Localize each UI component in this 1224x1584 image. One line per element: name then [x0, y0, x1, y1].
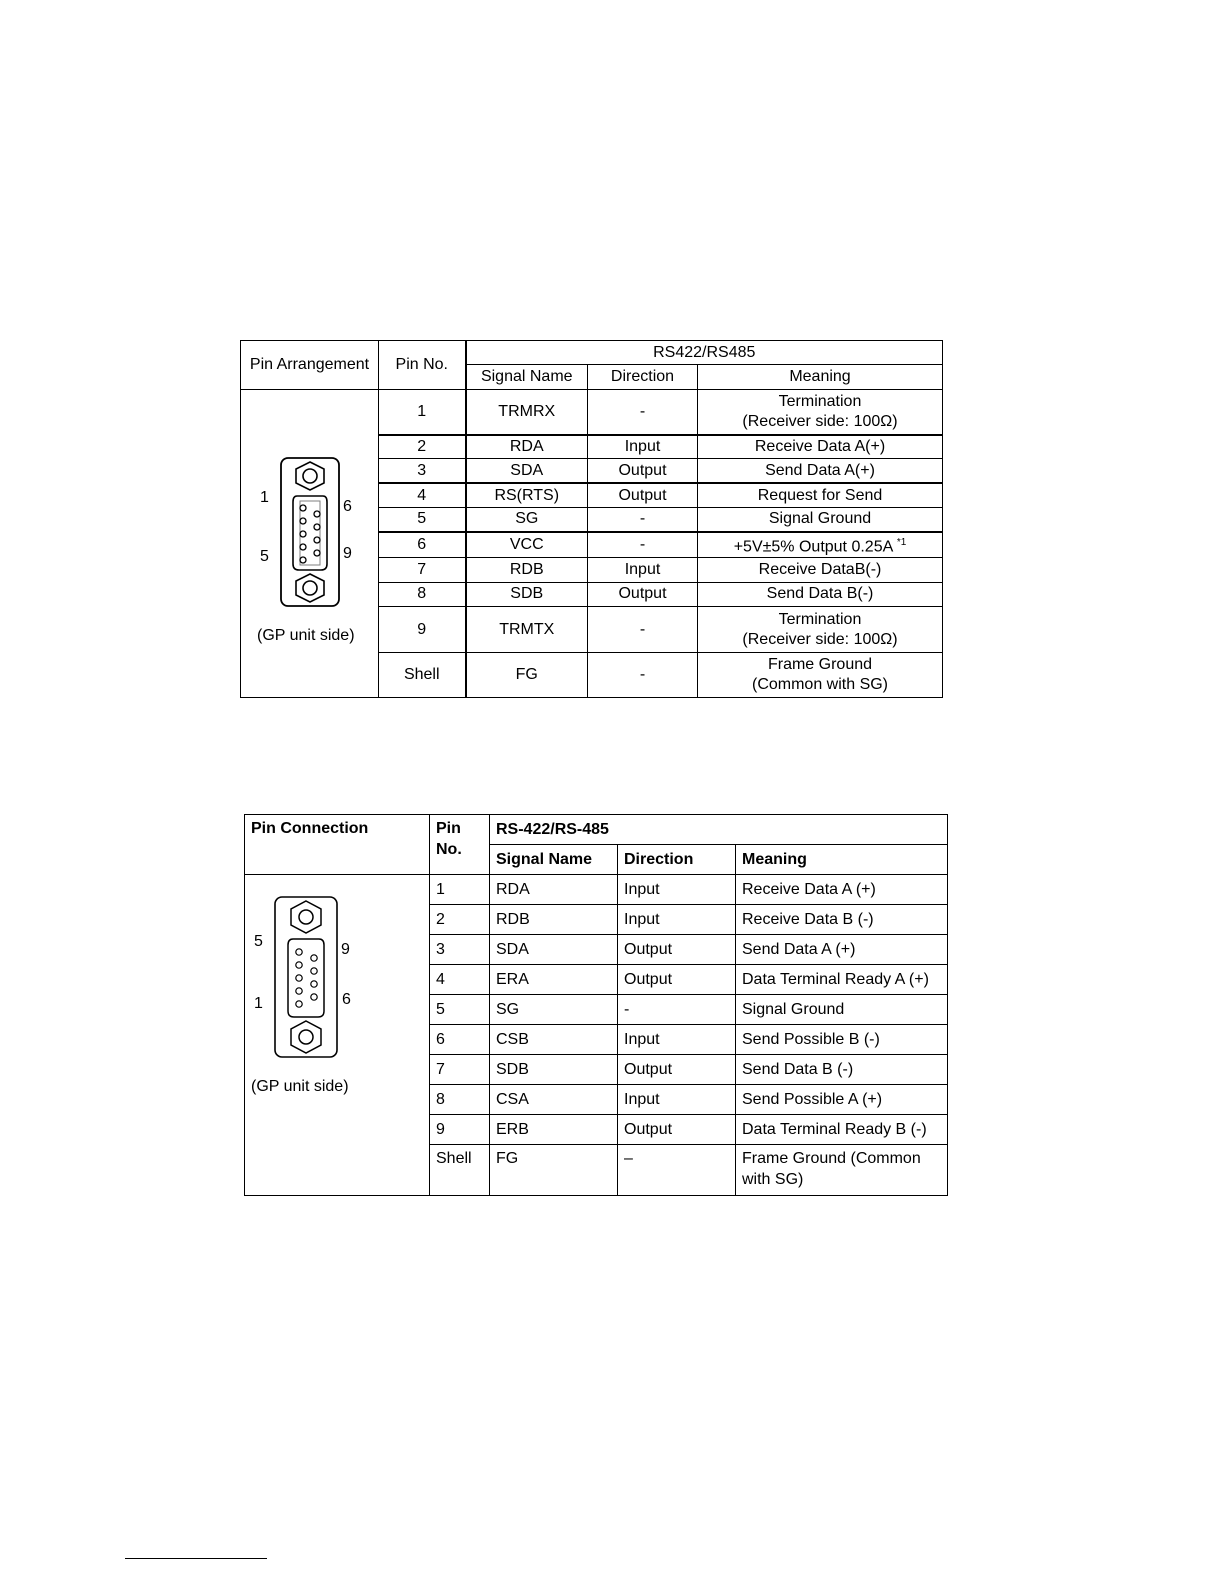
header-pin-no: Pin No. [379, 341, 466, 390]
direction: Output [618, 1055, 736, 1085]
direction: Output [618, 935, 736, 965]
meaning: Request for Send [698, 483, 943, 507]
pin-table-2 [244, 814, 948, 1196]
meaning: Data Terminal Ready B (-) [736, 1115, 948, 1145]
meaning: Receive Data B (-) [736, 905, 948, 935]
direction: - [618, 995, 736, 1025]
direction: Input [618, 1085, 736, 1115]
pin-no: 3 [430, 935, 490, 965]
gp-unit-side-label: (GP unit side) [251, 1078, 349, 1095]
direction: - [588, 507, 698, 531]
meaning: Receive DataB(-) [698, 558, 943, 582]
meaning: Receive Data A(+) [698, 435, 943, 459]
meaning: Termination (Receiver side: 100Ω) [698, 606, 943, 653]
signal-name: SG [490, 995, 618, 1025]
pin-label-bottom-right: 6 [342, 991, 351, 1008]
meaning: Termination (Receiver side: 100Ω) [698, 389, 943, 435]
pin-no: 4 [430, 965, 490, 995]
table-row [241, 389, 943, 435]
footnote-separator [125, 1558, 267, 1559]
header-direction: Direction [588, 365, 698, 389]
pin-label-bottom-right: 9 [343, 544, 352, 562]
header-meaning: Meaning [698, 365, 943, 389]
meaning: Send Data A (+) [736, 935, 948, 965]
pin-label-top-right: 9 [341, 941, 350, 958]
direction: Output [588, 459, 698, 483]
direction: Output [588, 483, 698, 507]
pin-label-top-left: 5 [254, 933, 263, 950]
pin-no: 9 [430, 1115, 490, 1145]
signal-name: SG [466, 507, 588, 531]
header-group: RS422/RS485 [466, 341, 943, 365]
header-pin-no: Pin No. [430, 815, 490, 875]
meaning: Receive Data A (+) [736, 875, 948, 905]
direction: Output [618, 965, 736, 995]
meaning: Send Data A(+) [698, 459, 943, 483]
signal-name: RDA [490, 875, 618, 905]
table-row [245, 875, 948, 905]
meaning: Send Possible B (-) [736, 1025, 948, 1055]
direction: - [588, 653, 698, 698]
meaning: Frame Ground (Common with SG) [736, 1145, 948, 1196]
direction: - [588, 606, 698, 653]
pin-no: 5 [379, 507, 466, 531]
direction: Input [618, 875, 736, 905]
direction: - [588, 389, 698, 435]
signal-name: RDB [490, 905, 618, 935]
db9-connector-icon [273, 895, 339, 1059]
signal-name: TRMRX [466, 389, 588, 435]
meaning: +5V±5% Output 0.25A $^{*1}$ [698, 532, 943, 558]
header-direction: Direction [618, 845, 736, 875]
signal-name: RS(RTS) [466, 483, 588, 507]
pin-no: 1 [379, 389, 466, 435]
pin-table-1 [240, 340, 943, 698]
signal-name: SDB [490, 1055, 618, 1085]
meaning: Signal Ground [736, 995, 948, 1025]
direction: Input [588, 558, 698, 582]
signal-name: CSA [490, 1085, 618, 1115]
pin-no: 2 [430, 905, 490, 935]
pin-arrangement-diagram [241, 389, 379, 697]
header-meaning: Meaning [736, 845, 948, 875]
header-signal-name: Signal Name [490, 845, 618, 875]
meaning: Frame Ground (Common with SG) [698, 653, 943, 698]
direction: Input [618, 905, 736, 935]
pin-no: Shell [379, 653, 466, 698]
header-signal-name: Signal Name [466, 365, 588, 389]
signal-name: VCC [466, 532, 588, 558]
pin-label-bottom-left: 1 [254, 995, 263, 1012]
pin-no: 6 [430, 1025, 490, 1055]
direction: Input [588, 435, 698, 459]
pin-no: Shell [430, 1145, 490, 1196]
pin-no: 7 [379, 558, 466, 582]
signal-name: FG [466, 653, 588, 698]
pin-no: 5 [430, 995, 490, 1025]
pin-no: 7 [430, 1055, 490, 1085]
pin-label-top-left: 1 [260, 488, 269, 506]
direction: Input [618, 1025, 736, 1055]
pin-no: 3 [379, 459, 466, 483]
meaning: Data Terminal Ready A (+) [736, 965, 948, 995]
db9-connector-icon [279, 456, 341, 608]
pin-label-top-right: 6 [343, 497, 352, 515]
meaning: Send Possible A (+) [736, 1085, 948, 1115]
pin-no: 6 [379, 532, 466, 558]
pin-no: 2 [379, 435, 466, 459]
meaning: Signal Ground [698, 507, 943, 531]
pin-connection-diagram [245, 875, 430, 1196]
signal-name: SDA [466, 459, 588, 483]
signal-name: RDB [466, 558, 588, 582]
header-pin-arrangement: Pin Arrangement [241, 341, 379, 390]
header-pin-connection: Pin Connection [245, 815, 430, 875]
pin-no: 1 [430, 875, 490, 905]
pin-no: 4 [379, 483, 466, 507]
signal-name: SDB [466, 582, 588, 606]
direction: Output [588, 582, 698, 606]
signal-name: RDA [466, 435, 588, 459]
direction: Output [618, 1115, 736, 1145]
gp-unit-side-label: (GP unit side) [257, 626, 355, 644]
pin-no: 8 [379, 582, 466, 606]
signal-name: TRMTX [466, 606, 588, 653]
footnote-ref: *1 [896, 536, 907, 548]
signal-name: CSB [490, 1025, 618, 1055]
direction: - [588, 532, 698, 558]
header-group: RS-422/RS-485 [490, 815, 948, 845]
signal-name: FG [490, 1145, 618, 1196]
pin-label-bottom-left: 5 [260, 547, 269, 565]
pin-no: 9 [379, 606, 466, 653]
signal-name: SDA [490, 935, 618, 965]
signal-name: ERA [490, 965, 618, 995]
meaning: Send Data B (-) [736, 1055, 948, 1085]
signal-name: ERB [490, 1115, 618, 1145]
pin-no: 8 [430, 1085, 490, 1115]
direction: – [618, 1145, 736, 1196]
meaning: Send Data B(-) [698, 582, 943, 606]
